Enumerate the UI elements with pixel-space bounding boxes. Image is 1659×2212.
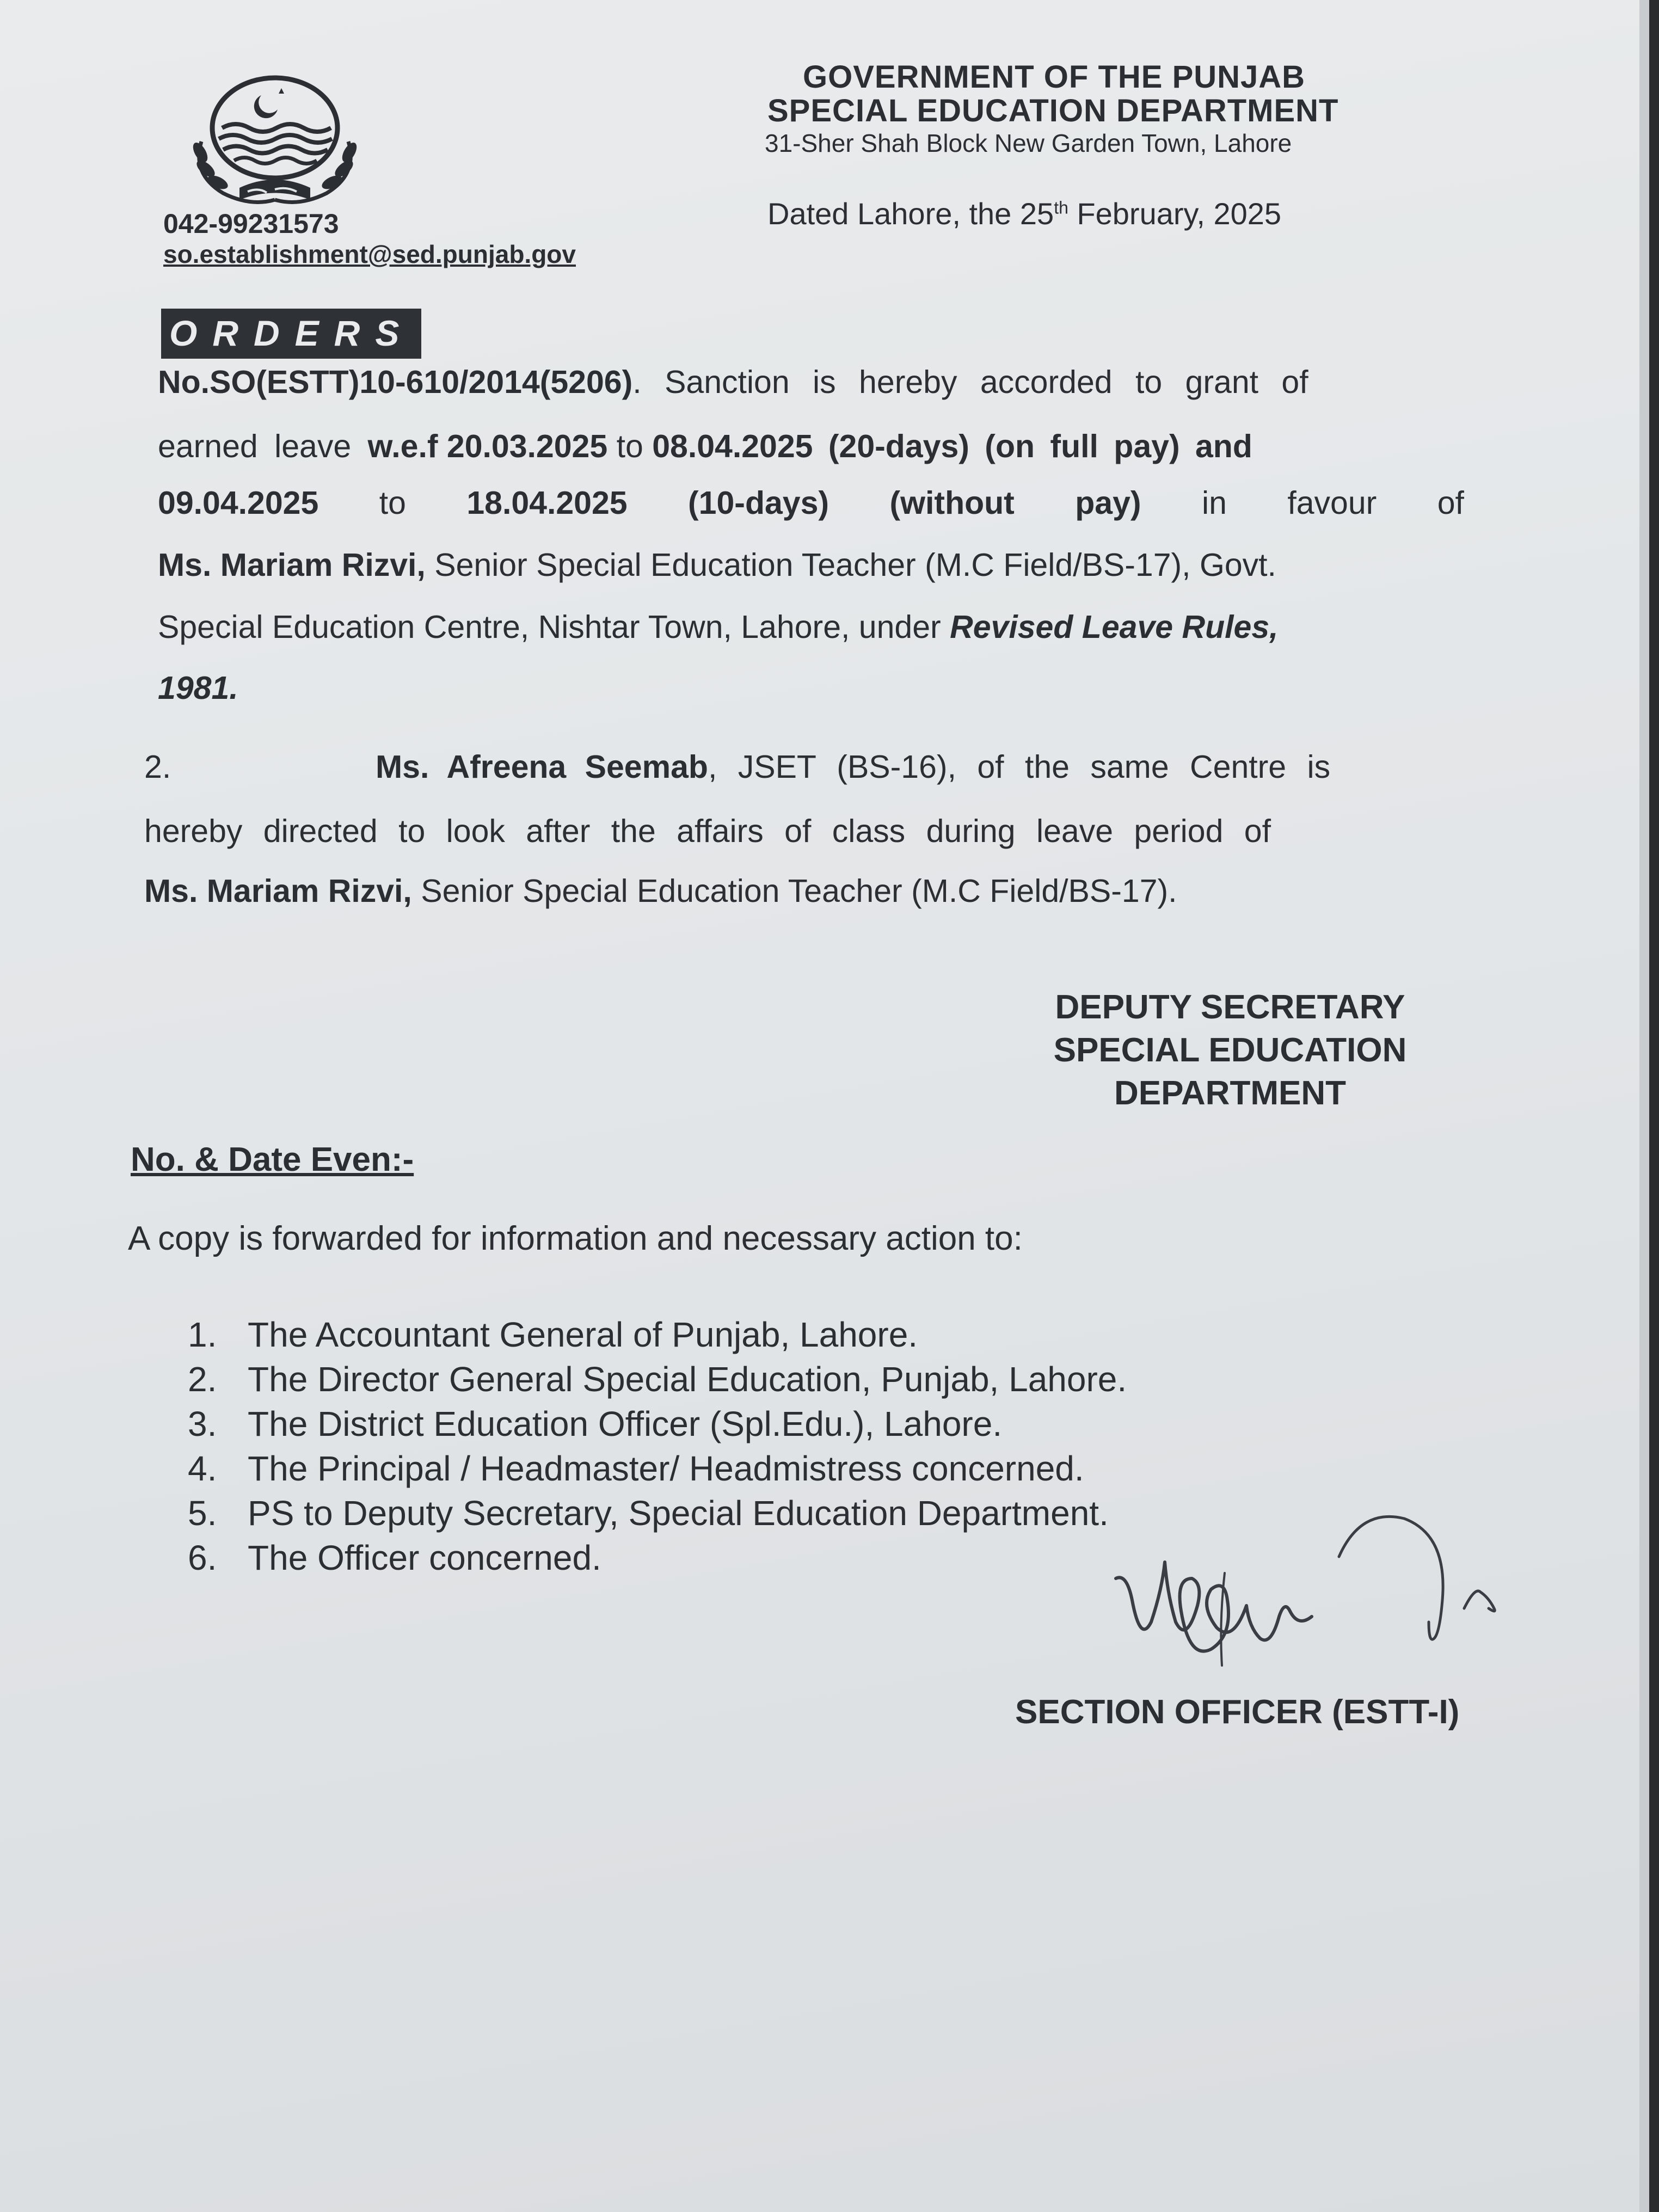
govt-title: GOVERNMENT OF THE PUNJAB [803, 59, 1306, 95]
signatory-line-1: DEPUTY SECRETARY [1055, 988, 1405, 1026]
dated-line: Dated Lahore, the 25th February, 2025 [767, 196, 1282, 231]
no-date-even: No. & Date Even:- [131, 1141, 414, 1178]
list-item: 2. The Director General Special Education, Punjab, Lahore. [188, 1360, 1127, 1399]
dept-title: SPECIAL EDUCATION DEPARTMENT [767, 93, 1339, 128]
email-address: so.establishment@sed.punjab.gov [163, 240, 576, 268]
deputy-secretary-block [1007, 988, 1453, 1113]
para2-line-1: 2. Ms. Afreena Seemab, JSET (BS-16), of the same Centre is [144, 749, 1331, 785]
order-paragraph-2 [144, 748, 1494, 923]
para1-line-4: Ms. Mariam Rizvi, Senior Special Education Teacher (M.C Field/BS-17), Govt. [158, 547, 1276, 583]
para2-line-2: hereby directed to look after the affairs of class during leave period of [144, 813, 1271, 849]
list-item: 1. The Accountant General of Punjab, Lahore. [188, 1315, 918, 1354]
para1-line-1: No.SO(ESTT)10-610/2014(5206). Sanction is hereby accorded to grant of [158, 364, 1308, 400]
handwritten-signature [1099, 1491, 1535, 1720]
signatory-line-3: DEPARTMENT [1114, 1074, 1346, 1112]
para1-line-5: Special Education Centre, Nishtar Town, Lahore, under Revised Leave Rules, [158, 609, 1279, 645]
page-edge-shadow [1639, 0, 1649, 2212]
dept-address: 31-Sher Shah Block New Garden Town, Lahore [765, 129, 1292, 157]
section-officer: SECTION OFFICER (ESTT-I) [1015, 1693, 1460, 1731]
forward-text: A copy is forwarded for information and necessary action to: [128, 1220, 1023, 1257]
signatory-line-2: SPECIAL EDUCATION [1053, 1031, 1407, 1069]
para1-line-2: earned leave w.e.f 20.03.2025 to 08.04.2025 (20-days) (on full pay) and [158, 428, 1252, 464]
para1-line-6: 1981. [158, 670, 238, 706]
list-item: 3. The District Education Officer (Spl.Edu.), Lahore. [188, 1404, 1003, 1443]
para1-line-3: 09.04.2025 to 18.04.2025 (10-days) (without pay) in favour of [158, 485, 1464, 521]
order-paragraph-1 [158, 364, 1464, 723]
list-item: 4. The Principal / Headmaster/ Headmistress concerned. [188, 1449, 1084, 1488]
para2-line-3: Ms. Mariam Rizvi, Senior Special Education Teacher (M.C Field/BS-17). [144, 873, 1177, 909]
punjab-emblem-logo [180, 71, 370, 207]
phone-number: 042-99231573 [163, 208, 339, 239]
list-item: 6. The Officer concerned. [188, 1538, 601, 1577]
orders-heading: ORDERS [161, 309, 421, 359]
list-item: 5. PS to Deputy Secretary, Special Education Department. [188, 1494, 1109, 1533]
